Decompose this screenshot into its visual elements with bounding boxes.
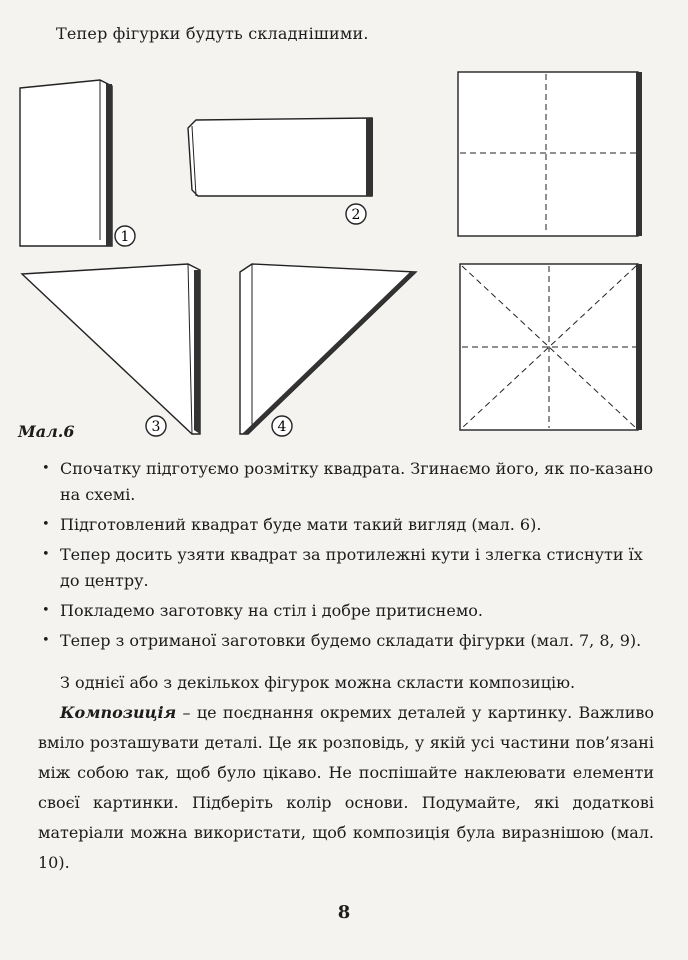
step-4-triangle: [240, 264, 416, 434]
list-item: • Підготовлений квадрат буде мати такий вигляд (мал. 6).: [38, 512, 656, 538]
paragraph-composition-definition: [38, 698, 654, 878]
step-number-3: [146, 416, 166, 436]
svg-text:2: 2: [351, 207, 361, 223]
term-composition: Композиція: [60, 703, 177, 722]
figure-label: Мал.6: [18, 422, 75, 441]
list-item: • Тепер досить узяти квадрат за протилежні кути і злегка стиснути їх до центру.: [38, 542, 656, 594]
step-number-1: [115, 226, 135, 246]
step-3-triangle: [22, 264, 200, 434]
paragraph-composition-intro: З однієї або з декількох фігурок можна скласти композицію.: [60, 673, 576, 692]
list-item: • Спочатку підготуємо розмітку квадрата. Згинаємо його, як по-казано на схемі.: [38, 456, 656, 508]
step-number-4: [272, 416, 292, 436]
square-cross-folds: [458, 72, 642, 236]
list-item: • Тепер з отриманої заготовки будемо складати фігурки (мал. 7, 8, 9).: [38, 628, 656, 654]
svg-text:4: 4: [277, 419, 287, 435]
square-diagonal-folds: [460, 264, 642, 430]
instruction-list: [38, 456, 656, 658]
page-number: 8: [337, 902, 351, 923]
svg-text:1: 1: [120, 229, 130, 245]
step-1-folded-rectangle: [20, 80, 112, 246]
folding-diagram: [0, 0, 688, 450]
list-item: • Покладемо заготовку на стіл і добре притиснемо.: [38, 598, 656, 624]
svg-text:3: 3: [151, 419, 161, 435]
intro-text: Тепер фігурки будуть складнішими.: [56, 24, 369, 43]
step-2-folded-rectangle: [188, 118, 373, 196]
step-number-2: [346, 204, 366, 224]
definition-text: – це поєднання окремих деталей у картинку. Важливо вміло розташувати деталі. Це як розповідь, у якій усі частини пов’язані між собою так, щоб було цікаво. Не поспішайте наклеювати елементи своєї картинки. Підберіть колір основи. Подумайте, які додаткові матеріали можна використати, щоб композиція була виразнішою (мал. 10).: [38, 703, 654, 872]
